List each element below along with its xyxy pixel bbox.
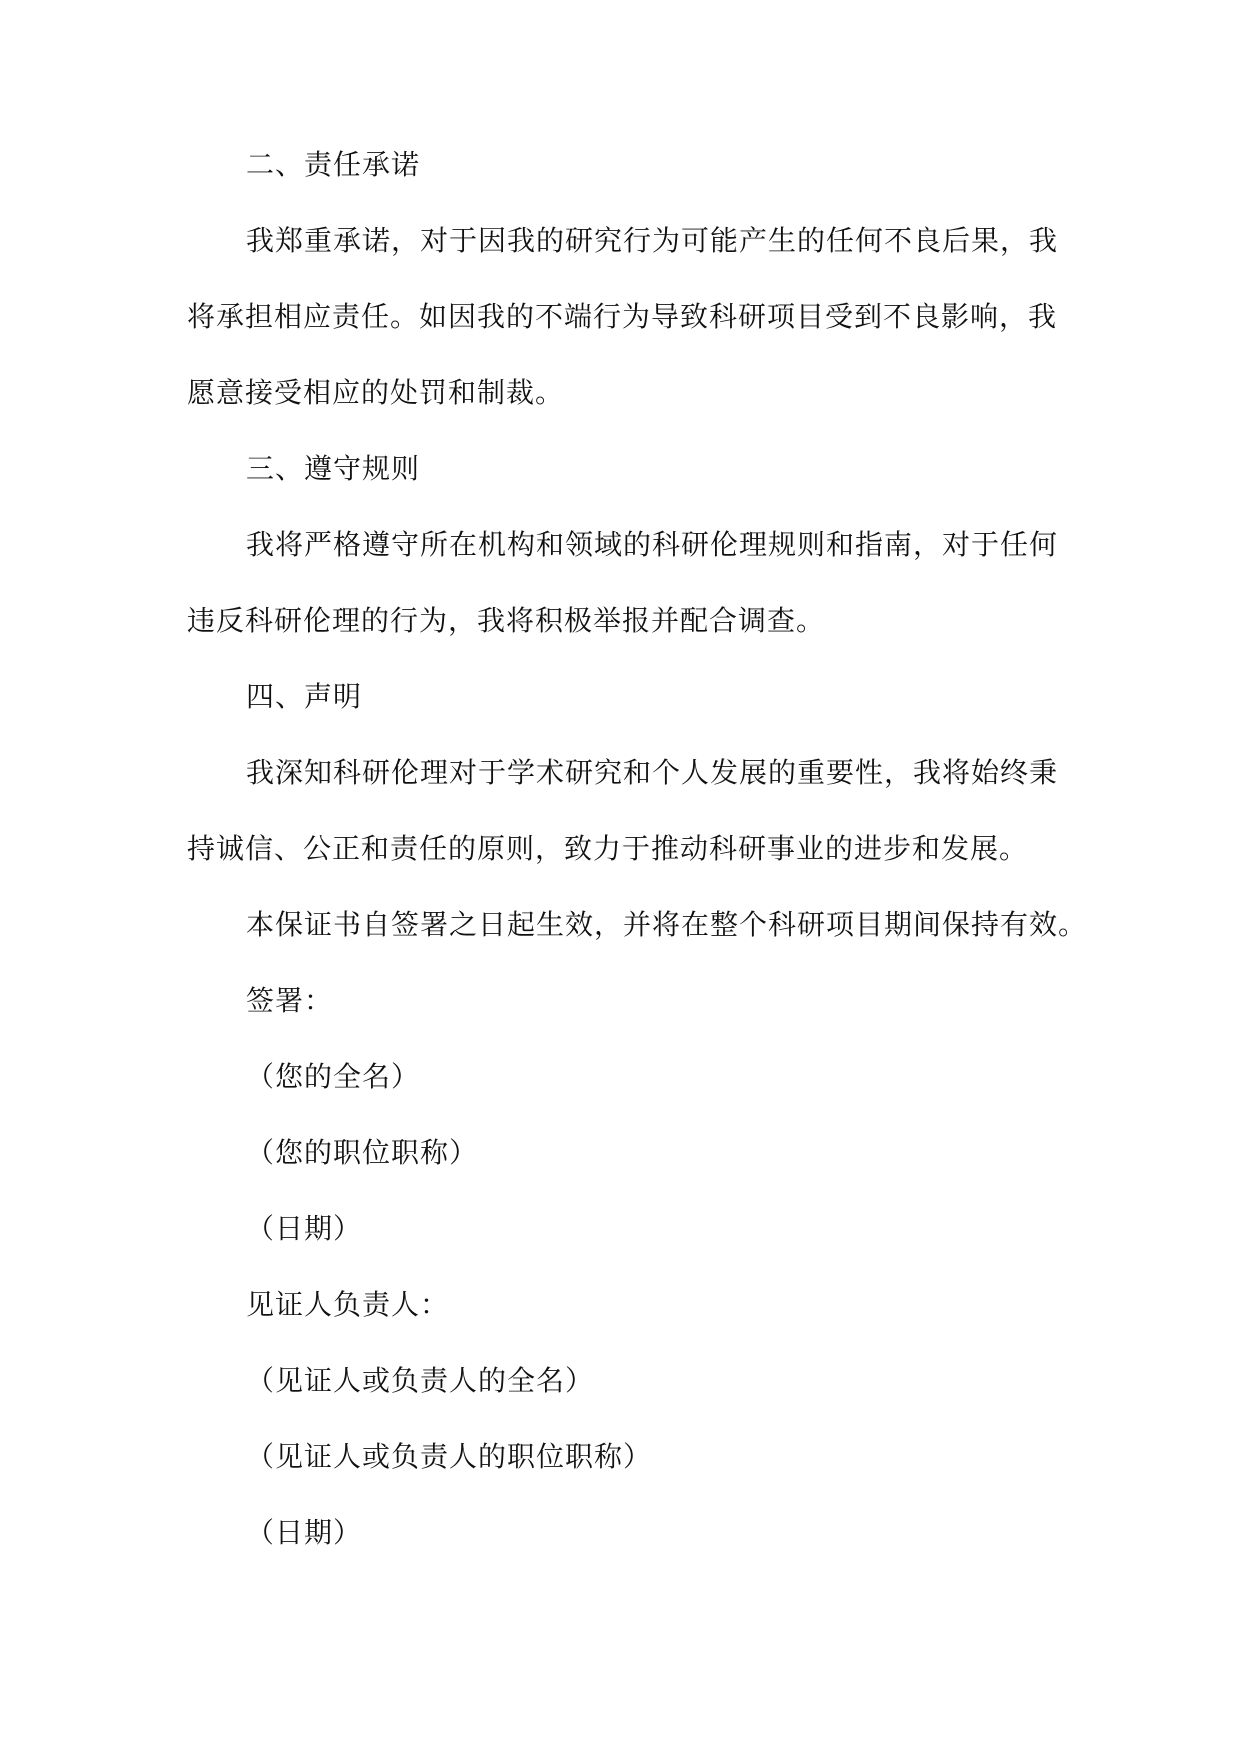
paragraph-line: 持诚信、公正和责任的原则，致力于推动科研事业的进步和发展。 (187, 832, 1029, 865)
signature-title-placeholder: （您的职位职称） (246, 1136, 479, 1169)
section-heading-declaration: 四、声明 (246, 680, 363, 713)
witness-name-placeholder: （见证人或负责人的全名） (246, 1364, 595, 1397)
paragraph-line: 我郑重承诺，对于因我的研究行为可能产生的任何不良后果，我 (246, 224, 1059, 257)
effective-statement: 本保证书自签署之日起生效，并将在整个科研项目期间保持有效。 (246, 908, 1088, 941)
signature-name-placeholder: （您的全名） (246, 1060, 421, 1093)
witness-label: 见证人负责人： (246, 1288, 450, 1321)
paragraph-line: 将承担相应责任。如因我的不端行为导致科研项目受到不良影响，我 (187, 300, 1058, 333)
signature-date-placeholder: （日期） (246, 1212, 363, 1245)
paragraph-line: 愿意接受相应的处罚和制裁。 (187, 376, 565, 409)
paragraph-line: 我深知科研伦理对于学术研究和个人发展的重要性，我将始终秉 (246, 756, 1059, 789)
paragraph-line: 违反科研伦理的行为，我将积极举报并配合调查。 (187, 604, 826, 637)
witness-title-placeholder: （见证人或负责人的职位职称） (246, 1440, 653, 1473)
section-heading-responsibility: 二、责任承诺 (246, 148, 421, 181)
section-heading-rules: 三、遵守规则 (246, 452, 421, 485)
paragraph-line: 我将严格遵守所在机构和领域的科研伦理规则和指南，对于任何 (246, 528, 1059, 561)
witness-date-placeholder: （日期） (246, 1516, 363, 1549)
signature-label: 签署： (246, 984, 334, 1017)
